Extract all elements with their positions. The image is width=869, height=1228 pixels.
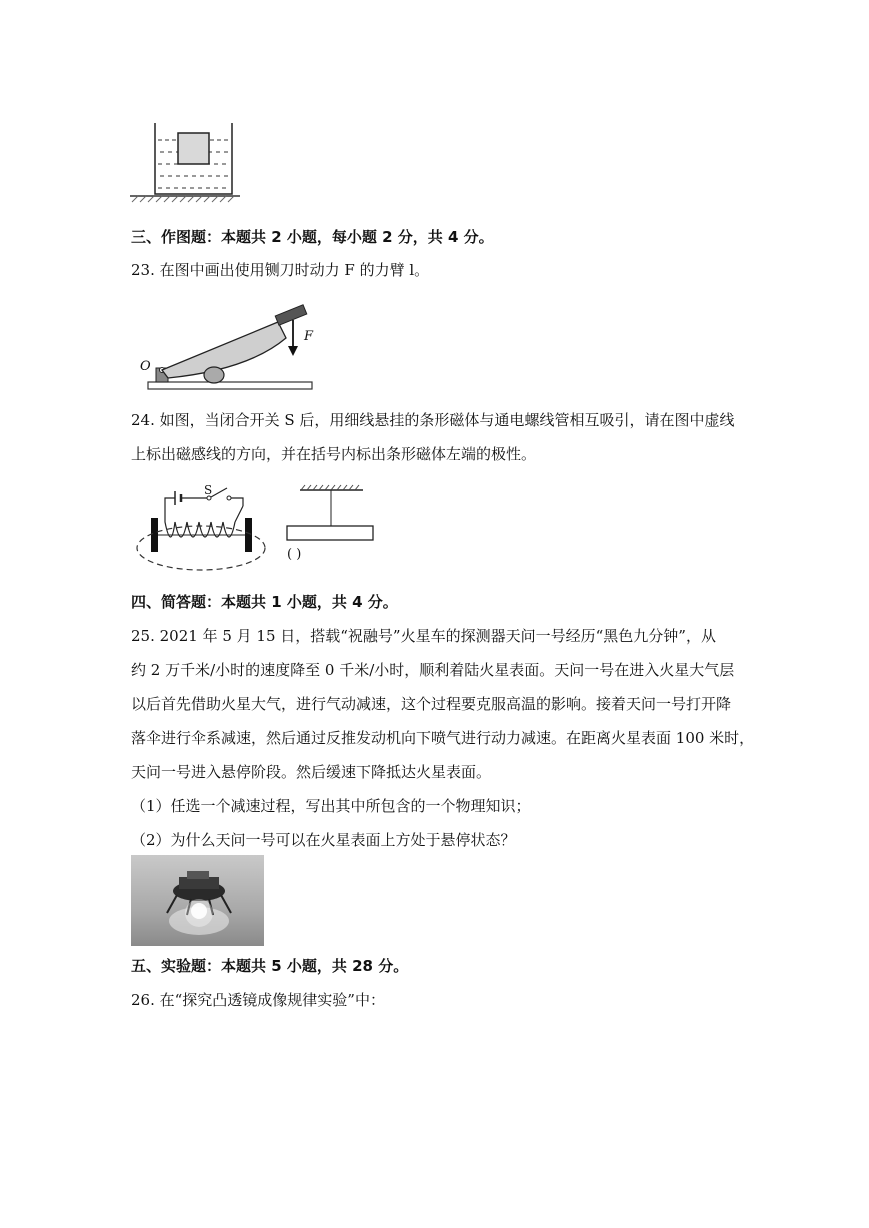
- question-23-text: 23. 在图中画出使用铡刀时动力 F 的力臂 l。: [131, 261, 430, 279]
- question-25-line-5: 天问一号进入悬停阶段。然后缓速下降抵达火星表面。: [131, 763, 492, 781]
- question-25-line-3: 以后首先借助火星大气，进行气动减速，这个过程要克服高温的影响。接着天问一号打开降: [131, 695, 732, 713]
- section-4-heading: 四、简答题：本题共 1 小题，共 4 分。: [131, 593, 398, 611]
- question-24-line-2: 上标出磁感线的方向，并在括号内标出条形磁体左端的极性。: [131, 445, 537, 463]
- section-5-heading: 五、实验题：本题共 5 小题，共 28 分。: [131, 957, 409, 975]
- question-25-sub-2: （2）为什么天问一号可以在火星表面上方处于悬停状态？: [131, 831, 516, 849]
- question-25-line-2: 约 2 万千米/小时的速度降至 0 千米/小时，顺利着陆火星表面。天问一号在进入火星大气层: [131, 661, 735, 679]
- question-24-line-1: 24. 如图，当闭合开关 S 后，用细线悬挂的条形磁体与通电螺线管相互吸引，请在图中虚线: [131, 411, 735, 429]
- label-pivot-o: O: [140, 359, 151, 374]
- mars-lander-photo: [131, 855, 264, 946]
- label-force-f: F: [304, 329, 314, 344]
- question-25-line-1: 25. 2021 年 5 月 15 日，搭载“祝融号”火星车的探测器天问一号经历“黑色九分钟”，从: [131, 627, 716, 645]
- question-25-line-4: 落伞进行伞系减速，然后通过反推发动机向下喷气进行动力减速。在距离火星表面 100 米时，: [131, 729, 755, 747]
- block-in-liquid-figure: [130, 118, 250, 208]
- question-26-text: 26. 在“探究凸透镜成像规律实验”中：: [131, 991, 385, 1009]
- switch-label-s: S: [204, 483, 213, 497]
- guillotine-cutter-figure: [138, 300, 318, 395]
- question-25-sub-1: （1）任选一个减速过程，写出其中所包含的一个物理知识；: [131, 797, 531, 815]
- polarity-bracket: ( ): [287, 547, 302, 562]
- section-3-heading: 三、作图题：本题共 2 小题，每小题 2 分，共 4 分。: [131, 228, 494, 246]
- solenoid-magnet-figure: [135, 478, 395, 578]
